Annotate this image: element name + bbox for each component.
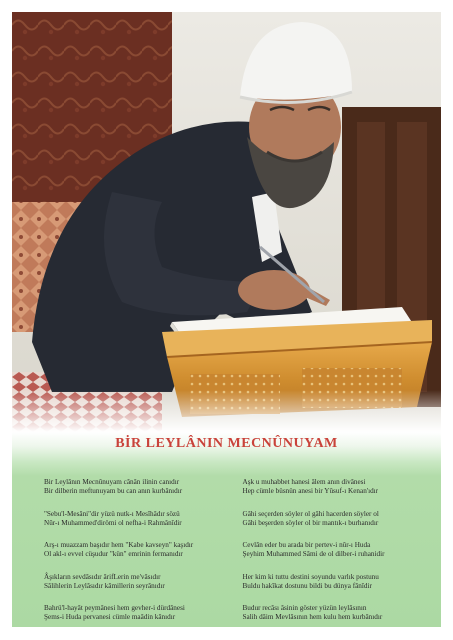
- poem-right-column: [243, 478, 420, 627]
- verse-line: "Sebu'l-Mesâni"dir yüzü nutk-ı Mesîhâdır sözü: [44, 509, 180, 518]
- poem-panel: [12, 432, 441, 627]
- verse-line: Ol akl-ı evvel cüşudur "kün" emrinin fermanıdır: [44, 550, 183, 558]
- verse-line: Hep cümle büsnün anesi bir Yûsuf-ı Kenan'ıdır: [242, 487, 379, 495]
- stanza: [44, 510, 221, 528]
- poem-body: [44, 478, 419, 627]
- verse-line: Gâhi beşerden söyler ol bir mantık-ı burhanıdır: [242, 518, 379, 527]
- verse-line: Şeyhim Muhammed Sâmi de ol dilber-i ruhanidir: [242, 550, 385, 558]
- verse-line: Bahrü'l-hayât peymânesi hem gevher-i dürdânesi: [44, 604, 185, 612]
- verse-line: Salih dâim Mevlâsının hem kulu hem kurbânıdır: [242, 613, 383, 621]
- verse-line: Bir Leylânın Mecnûnuyam cânân ilinin canıdır: [44, 478, 180, 486]
- stanza: [243, 604, 420, 622]
- stanza: [44, 604, 221, 622]
- verse-line: Âşıkların sevdâsıdır ârifLerin me'vâsıdır: [44, 572, 161, 581]
- verse-line: Buldu hakîkat dostunu bildi bu dünya fânîdir: [242, 581, 372, 590]
- verse-line: Aşk u muhabbet hanesi âlem anın divânesi: [242, 478, 366, 486]
- verse-line: Arş-ı muazzam başıdır hem "Kabe kavseyn" kaşıdır: [44, 541, 194, 549]
- verse-line: Budur recâsı âsinin göster yüzün leylâsının: [242, 604, 367, 612]
- verse-line: Nûr-ı Muhammed'dirömi ol nefha-i Rahmânîdir: [44, 518, 182, 527]
- poster: [12, 12, 441, 627]
- verse-line: Her kim ki tuttu destini soyundu varlık postunu: [242, 572, 379, 581]
- stanza: [243, 541, 420, 559]
- poem-title: BİR LEYLÂNIN MECNÛNUYAM: [115, 436, 338, 451]
- stanza: [44, 573, 221, 591]
- verse-line: Gâhi seçerden söyler ol gâhi hacerden söyler ol: [242, 509, 379, 518]
- stanza: [243, 510, 420, 528]
- verse-line: Cevlân eder bu arada bir pertev-i nûr-ı Huda: [242, 541, 371, 549]
- portrait-photo: [12, 12, 441, 432]
- stanza: [243, 478, 420, 496]
- stanza: [44, 478, 221, 496]
- verse-line: Sâlihlerin Leylâsıdır kâmillerin seyrânıdır: [44, 581, 165, 590]
- stanza: [44, 541, 221, 559]
- poem-left-column: [44, 478, 221, 627]
- verse-line: Şems-i Huda pervanesi cümle maâdin kânıdır: [44, 613, 176, 621]
- stanza: [243, 573, 420, 591]
- verse-line: Bir dilberin meftunuyam bu can anın kurbânıdır: [44, 487, 183, 495]
